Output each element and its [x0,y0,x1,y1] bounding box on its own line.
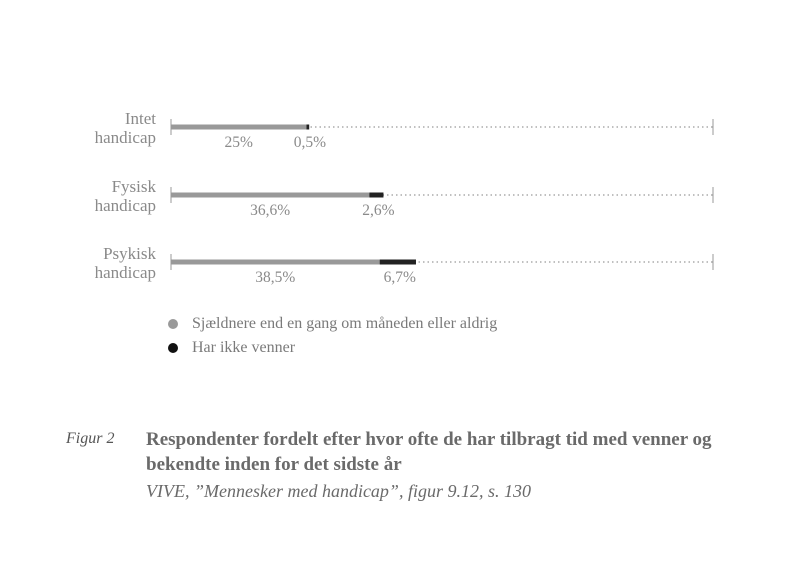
legend-item-rarely [168,312,497,336]
value-label: 25% [224,134,253,151]
category-label: handicap [94,263,156,282]
category-label: Intet [124,109,156,128]
legend-label-no-friends: Har ikke venner [192,339,296,356]
category-label: handicap [94,196,156,215]
legend-label-rarely: Sjældnere end en gang om måneden eller aldrig [192,315,498,332]
bar-segment [171,125,307,130]
bar-segment [171,260,380,265]
bar-segment [171,193,369,198]
legend-swatch-rarely [168,319,178,329]
value-label: 6,7% [383,269,416,286]
category-label: Psykisk [103,244,156,263]
figure-number: Figur 2 [66,430,115,447]
legend [168,312,497,360]
legend-item-no-friends [168,336,497,360]
bar-segment [307,125,310,130]
value-label: 0,5% [293,134,327,151]
bar-segment [380,260,416,265]
category-label: handicap [94,128,156,147]
legend-swatch-no-friends [168,343,178,353]
value-label: 2,6% [362,202,395,219]
figure-source: VIVE, ”Mennesker med handicap”, figur 9.12, s. 130 [146,481,531,501]
bar-segment [369,193,383,198]
category-label: Fysisk [111,177,156,196]
value-label: 38,5% [255,269,296,286]
figure-title: Respondenter fordelt efter hvor ofte de har tilbragt tid med venner og bekendte inden for det sidste år [146,429,712,475]
value-label: 36,6% [250,202,291,219]
